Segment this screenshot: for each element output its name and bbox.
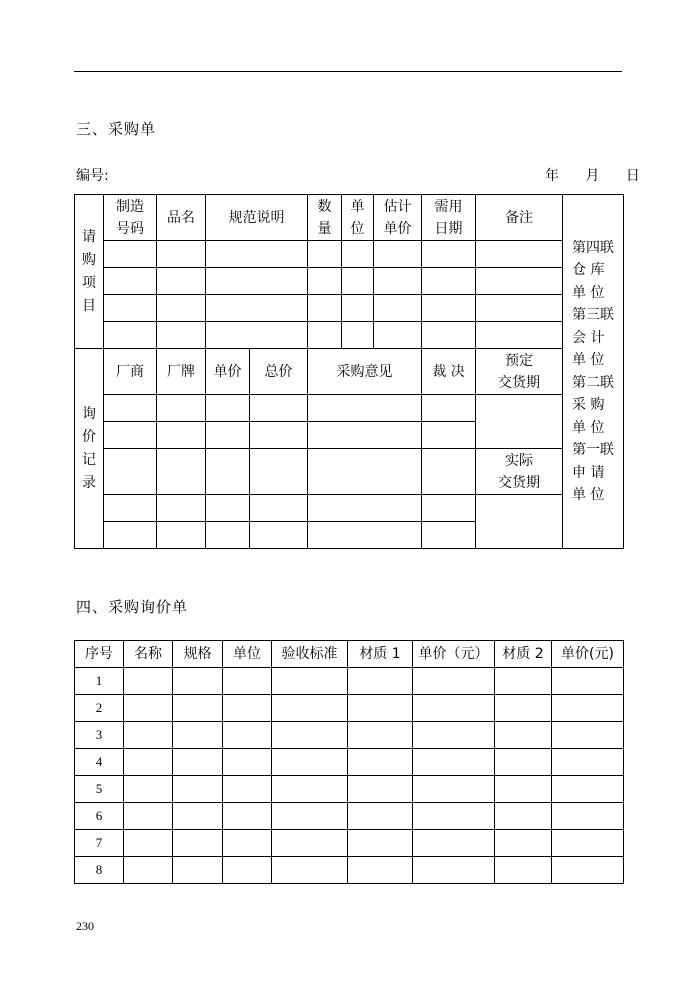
purchase-order-table <box>74 194 624 549</box>
order-number-label: 编号: <box>76 168 109 184</box>
year-label: 年 <box>545 168 559 184</box>
table-row <box>75 695 624 722</box>
scheduled-delivery-label: 预定 交货期 <box>476 349 563 395</box>
header-total-price: 总价 <box>250 349 308 395</box>
header-required-date: 需用 日期 <box>422 195 476 241</box>
inquiry-row <box>75 395 624 422</box>
col-header-material-1: 材质 1 <box>348 641 413 668</box>
actual-delivery-label: 实际 交货期 <box>476 449 563 495</box>
table-row <box>75 776 624 803</box>
col-header-unit: 单位 <box>223 641 272 668</box>
col-header-name: 名称 <box>124 641 173 668</box>
col-header-unit-price-1: 单价（元） <box>413 641 495 668</box>
inquiry-row <box>75 449 624 495</box>
request-row <box>75 241 624 268</box>
header-brand: 厂牌 <box>157 349 206 395</box>
col-header-spec: 规格 <box>173 641 223 668</box>
col-header-serial: 序号 <box>75 641 124 668</box>
page-number: 230 <box>76 919 94 933</box>
header-specification: 规范说明 <box>206 195 308 241</box>
request-group-label: 请 购 项 目 <box>75 195 104 349</box>
col-header-material-2: 材质 2 <box>495 641 552 668</box>
row-number: 2 <box>75 695 124 722</box>
month-label: 月 <box>585 168 600 184</box>
scheduled-delivery-value <box>476 395 563 449</box>
row-number: 3 <box>75 722 124 749</box>
date-labels <box>545 165 640 185</box>
header-decision: 裁 决 <box>422 349 476 395</box>
row-number: 1 <box>75 668 124 695</box>
inquiry-row <box>75 495 624 522</box>
row-number: 5 <box>75 776 124 803</box>
header-vendor: 厂商 <box>104 349 157 395</box>
header-quantity: 数 量 <box>308 195 342 241</box>
col-header-acceptance-standard: 验收标准 <box>272 641 348 668</box>
table-row <box>75 722 624 749</box>
table-row <box>75 749 624 776</box>
header-product-name: 品名 <box>157 195 206 241</box>
copy-distribution-column: 第四联 仓 库 单 位 第三联 会 计 单 位 第二联 采 购 单 位 第一联 申 请 单 位 <box>563 195 624 549</box>
section-title-inquiry-sheet: 四、采购询价单 <box>76 598 189 616</box>
row-number: 8 <box>75 857 124 884</box>
request-row <box>75 268 624 295</box>
request-row <box>75 322 624 349</box>
header-remarks: 备注 <box>476 195 563 241</box>
top-rule <box>74 71 622 72</box>
day-label: 日 <box>625 168 640 184</box>
col-header-unit-price-2: 单价(元) <box>552 641 624 668</box>
request-row <box>75 295 624 322</box>
row-number: 4 <box>75 749 124 776</box>
header-manufacture-number: 制造 号码 <box>104 195 157 241</box>
section-title-purchase-order: 三、采购单 <box>76 120 157 138</box>
header-unit-price: 单价 <box>206 349 250 395</box>
header-estimated-price: 估计 单价 <box>374 195 422 241</box>
inquiry-group-label: 询 价 记 录 <box>75 349 104 549</box>
header-unit: 单 位 <box>342 195 374 241</box>
purchase-inquiry-table <box>74 640 624 884</box>
table-row <box>75 668 624 695</box>
table-row <box>75 830 624 857</box>
header-purchase-opinion: 采购意见 <box>308 349 422 395</box>
table-row <box>75 857 624 884</box>
actual-delivery-value <box>476 495 563 549</box>
row-number: 6 <box>75 803 124 830</box>
table-row <box>75 803 624 830</box>
row-number: 7 <box>75 830 124 857</box>
